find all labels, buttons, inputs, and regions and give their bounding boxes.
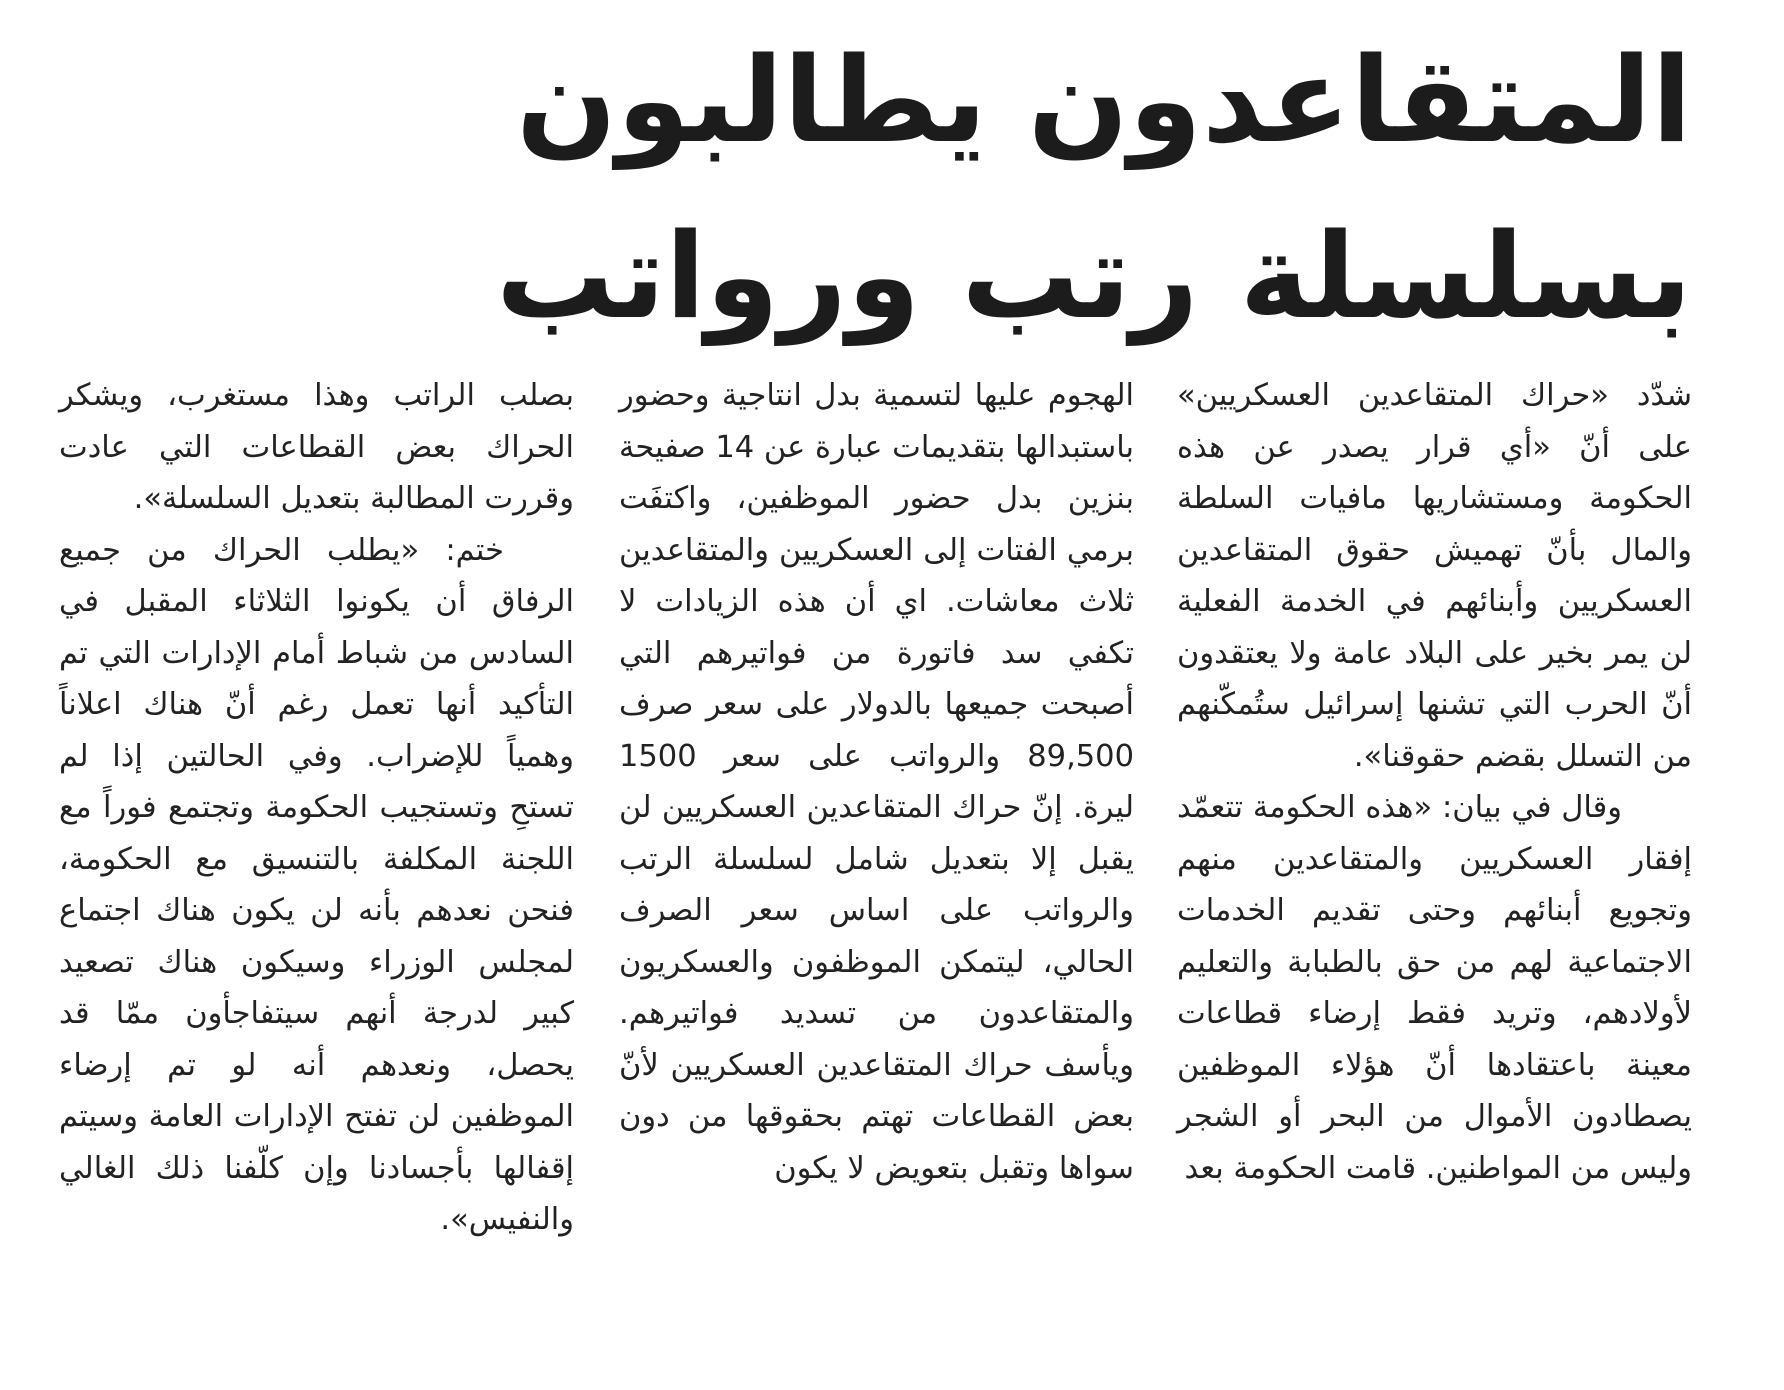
column-1-paragraph-1: شدّد «حراك المتقاعدين العسكريين» على أنّ «أي قرار يصدر عن هذه الحكومة ومستشاريها مافيات السلطة والمال بأنّ تهميش حقوق المتقاعدين العسكريين وأبنائهم في الخدمة الفعلية لن يمر بخير على البلاد عامة ولا يعتقدون أنّ الحرب التي تشنها إسرائيل ستُمكّنهم من التسلل بقضم حقوقنا». <box>1177 378 1692 774</box>
column-3-paragraph-2: ختم: «يطلب الحراك من جميع الرفاق أن يكونوا الثلاثاء المقبل في السادس من شباط أمام الإدارات التي تم التأكيد أنها تعمل رغم أنّ هناك اعلاناً وهمياً للإضراب. وفي الحالتين إذا لم تستحِ وتستجيب الحكومة وتجتمع فوراً مع اللجنة المكلفة بالتنسيق مع الحكومة، فنحن نعدهم بأنه لن يكون هناك اجتماع لمجلس الوزراء وسيكون هناك تصعيد كبير لدرجة أنهم سيتفاجأون ممّا قد يحصل، ونعدهم أنه لو تم إرضاء الموظفين لن تفتح الإدارات العامة وسيتم إقفالها بأجسادنا وإن كلّفنا ذلك الغالي والنفيس». <box>59 532 574 1237</box>
article-column-left <box>59 370 574 1246</box>
article-headline: المتقاعدون يطالبون بسلسلة رتب ورواتب <box>496 31 1692 345</box>
column-2-paragraph-1: الهجوم عليها لتسمية بدل انتاجية وحضور باستبدالها بتقديمات عبارة عن 14 صفيحة بنزين بدل حضور الموظفين، واكتفَت برمي الفتات إلى العسكريين والمتقاعدين ثلاث معاشات. اي أن هذه الزيادات لا تكفي سد فاتورة من فواتيرهم التي أصبحت جميعها بالدولار على سعر صرف 89,500 والرواتب على سعر 1500 ليرة. إنّ حراك المتقاعدين العسكريين لن يقبل إلا بتعديل شامل لسلسلة الرتب والرواتب على اساس سعر الصرف الحالي، ليتمكن الموظفون والعسكريون والمتقاعدون من تسديد فواتيرهم. ويأسف حراك المتقاعدين العسكريين لأنّ بعض القطاعات تهتم بحقوقها من دون سواها وتقبل بتعويض لا يكون <box>619 378 1135 1186</box>
column-3-paragraph-1: بصلب الراتب وهذا مستغرب، ويشكر الحراك بعض القطاعات التي عادت وقررت المطالبة بتعديل السلسلة». <box>59 378 574 516</box>
article-column-middle <box>619 370 1134 1194</box>
column-1-paragraph-2: وقال في بيان: «هذه الحكومة تتعمّد إفقار العسكريين والمتقاعدين منهم وتجويع أبنائهم وحتى تقديم الخدمات الاجتماعية لهم من حق بالطبابة والتعليم لأولادهم، وتريد فقط إرضاء قطاعات معينة باعتقادها أنّ هؤلاء الموظفين يصطادون الأموال من البحر أو الشجر وليس من المواطنين. قامت الحكومة بعد <box>1177 790 1692 1186</box>
article-column-right <box>1177 370 1692 1194</box>
